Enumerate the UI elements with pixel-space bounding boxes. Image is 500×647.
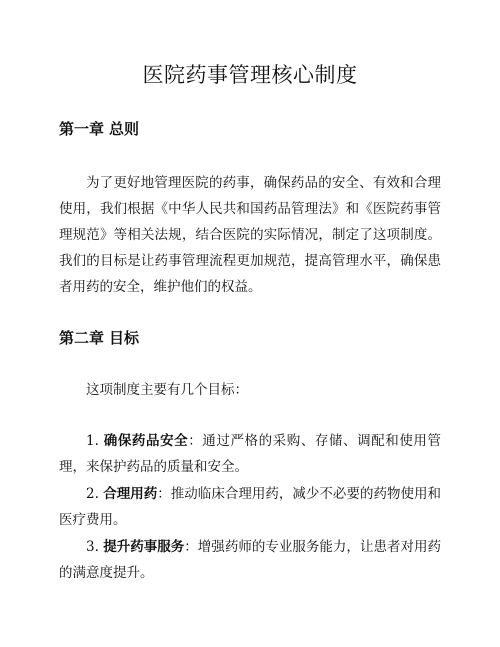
chapter-2-number: 第二章 <box>59 329 105 347</box>
chapter-1-heading <box>59 119 139 139</box>
goal-item-text: 推动临床合理用药，减少不必要的药物使用和医疗费用。 <box>59 486 442 528</box>
goal-item-number: 3. <box>86 539 99 555</box>
document-title: 医院药事管理核心制度 <box>142 63 358 87</box>
goal-item-number: 2. <box>86 486 99 502</box>
goal-item-separator: ： <box>157 486 171 502</box>
goal-item-separator: ： <box>188 433 203 449</box>
chapter-2-intro: 这项制度主要有几个目标： <box>86 382 248 398</box>
goal-item <box>59 428 441 480</box>
chapter-2-heading <box>59 328 139 348</box>
goal-item-number: 1. <box>86 433 99 449</box>
chapter-1-number: 第一章 <box>59 120 105 138</box>
chapter-2-name: 目标 <box>109 329 140 347</box>
chapter-1-paragraph: 为了更好地管理医院的药事，确保药品的安全、有效和合理使用，我们根据《中华人民共和国药品管理法》和《医院药事管理规范》等相关法规，结合医院的实际情况，制定了这项制度。我们的目标是让药事管理流程更加规范，提高管理水平，确保患者用药的安全，维护他们的权益。 <box>59 175 441 295</box>
goal-item-term: 提升药事服务 <box>103 539 185 555</box>
goal-item-term: 确保药品安全 <box>103 433 189 449</box>
goal-item <box>59 481 441 533</box>
goal-item-text: 通过严格的采购、存储、调配和使用管理，来保护药品的质量和安全。 <box>59 433 442 475</box>
goal-item-text: 增强药师的专业服务能力，让患者对用药的满意度提升。 <box>59 539 442 581</box>
chapter-1-name: 总则 <box>109 120 140 138</box>
goal-item-separator: ： <box>184 539 198 555</box>
goal-item-term: 合理用药 <box>103 486 158 502</box>
goal-item <box>59 534 441 586</box>
